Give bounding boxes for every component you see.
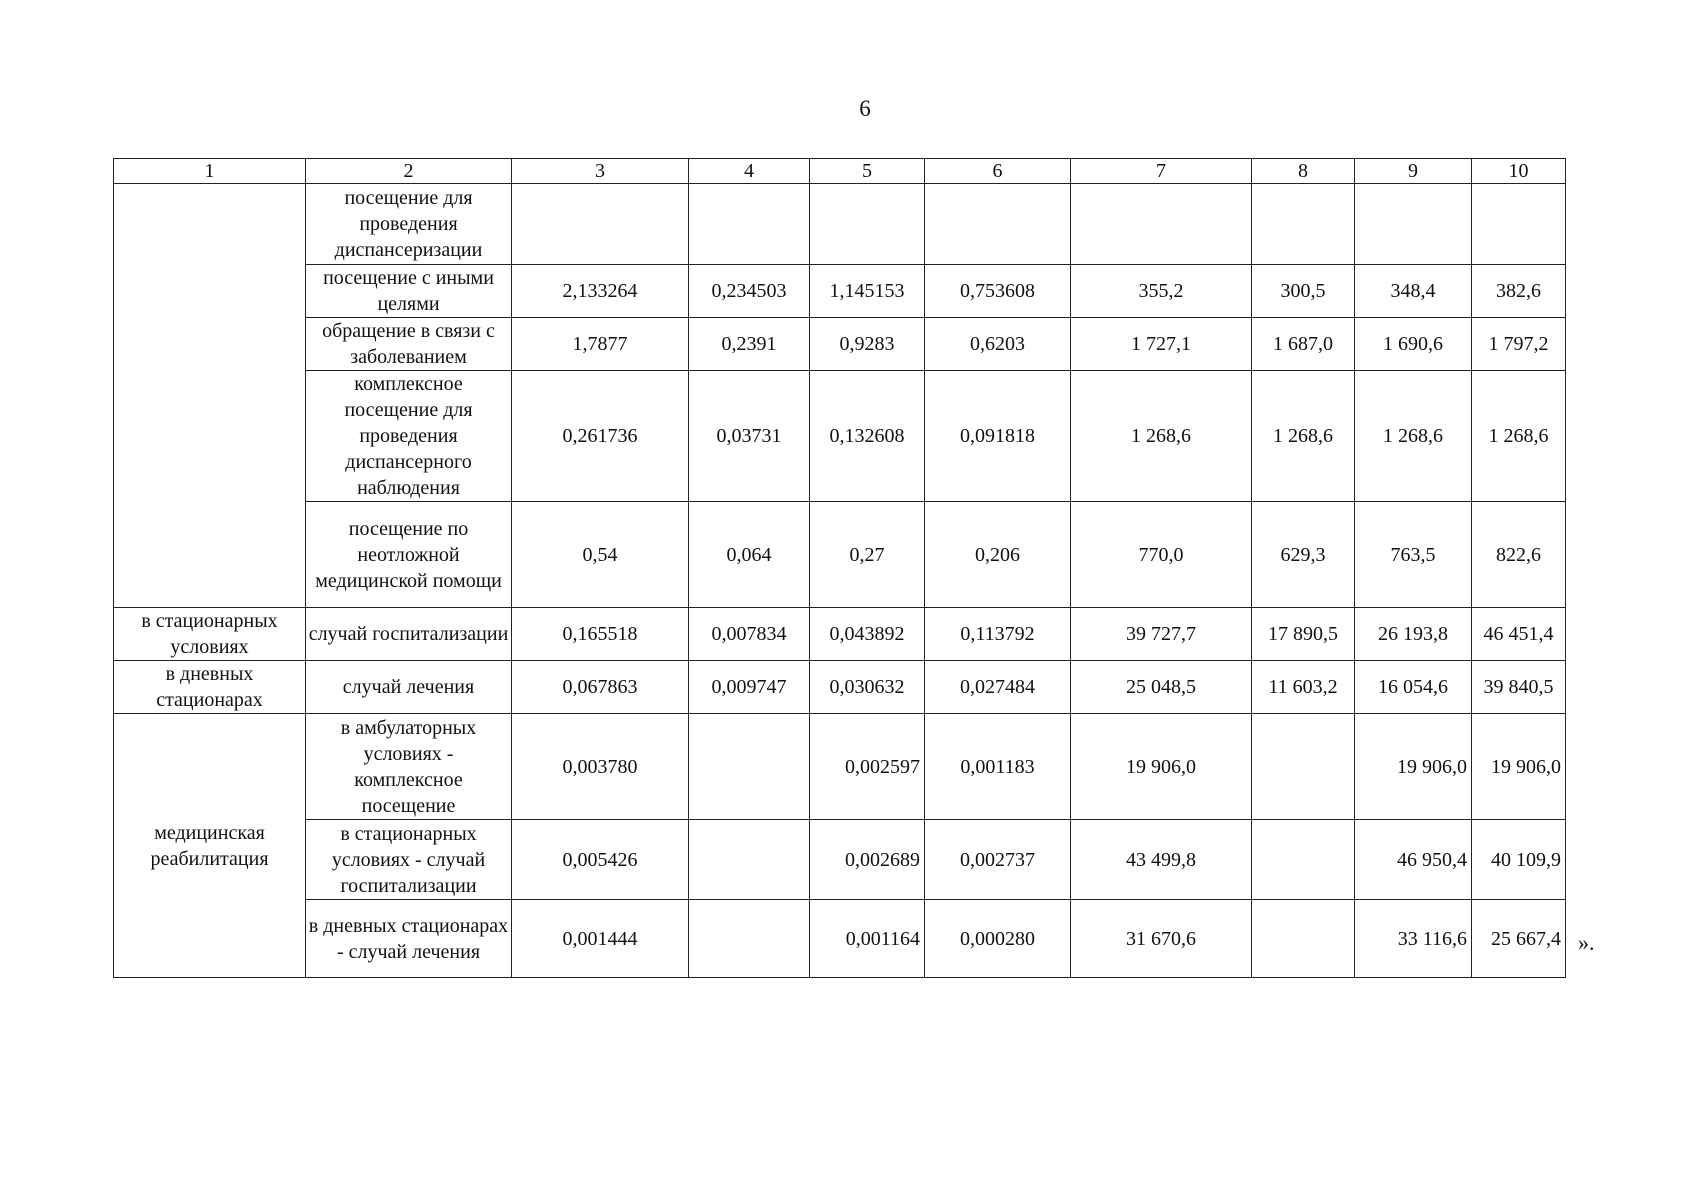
value-cell: 0,000280: [925, 900, 1071, 978]
value-cell: 0,261736: [512, 371, 689, 502]
value-cell: 46 950,4: [1355, 820, 1472, 900]
value-cell: [810, 184, 925, 265]
value-cell: 1 268,6: [1071, 371, 1252, 502]
value-cell: 11 603,2: [1252, 661, 1355, 714]
value-cell: 0,54: [512, 502, 689, 608]
column-header: 2: [306, 159, 512, 184]
value-cell: 0,002689: [810, 820, 925, 900]
value-cell: 26 193,8: [1355, 608, 1472, 661]
value-cell: 1 268,6: [1355, 371, 1472, 502]
data-table: [113, 158, 1566, 978]
value-cell: 0,206: [925, 502, 1071, 608]
value-cell: 0,132608: [810, 371, 925, 502]
value-cell: 0,027484: [925, 661, 1071, 714]
value-cell: 763,5: [1355, 502, 1472, 608]
value-cell: 19 906,0: [1355, 714, 1472, 820]
value-cell: 0,001444: [512, 900, 689, 978]
value-cell: 0,001183: [925, 714, 1071, 820]
value-cell: 0,007834: [689, 608, 810, 661]
value-cell: 0,001164: [810, 900, 925, 978]
value-cell: 1,145153: [810, 265, 925, 318]
value-cell: 382,6: [1472, 265, 1566, 318]
value-cell: 40 109,9: [1472, 820, 1566, 900]
value-cell: 33 116,6: [1355, 900, 1472, 978]
column-header: 4: [689, 159, 810, 184]
care-setting-cell: медицинская реабилитация: [114, 714, 306, 978]
value-cell: [512, 184, 689, 265]
value-cell: 1 268,6: [1472, 371, 1566, 502]
value-cell: 0,091818: [925, 371, 1071, 502]
service-type-cell: посещение по неотложной медицинской помощи: [306, 502, 512, 608]
value-cell: [689, 900, 810, 978]
service-type-cell: посещение для проведения диспансеризации: [306, 184, 512, 265]
value-cell: 1 727,1: [1071, 318, 1252, 371]
value-cell: 770,0: [1071, 502, 1252, 608]
value-cell: 0,002597: [810, 714, 925, 820]
value-cell: 0,067863: [512, 661, 689, 714]
service-type-cell: в стационарных условиях - случай госпитализации: [306, 820, 512, 900]
table-row: [114, 318, 1566, 371]
column-header: 5: [810, 159, 925, 184]
value-cell: 0,009747: [689, 661, 810, 714]
value-cell: 0,234503: [689, 265, 810, 318]
value-cell: [1252, 184, 1355, 265]
value-cell: 2,133264: [512, 265, 689, 318]
value-cell: 0,03731: [689, 371, 810, 502]
closing-quote-mark: ».: [1578, 930, 1595, 955]
value-cell: 43 499,8: [1071, 820, 1252, 900]
table-row: [114, 608, 1566, 661]
value-cell: 0,002737: [925, 820, 1071, 900]
table-row: [114, 900, 1566, 978]
service-type-cell: в амбулаторных условиях - комплексное посещение: [306, 714, 512, 820]
value-cell: 629,3: [1252, 502, 1355, 608]
value-cell: [925, 184, 1071, 265]
value-cell: 16 054,6: [1355, 661, 1472, 714]
care-setting-cell: в стационарных условиях: [114, 608, 306, 661]
value-cell: 0,005426: [512, 820, 689, 900]
value-cell: 0,064: [689, 502, 810, 608]
service-type-cell: случай госпитализации: [306, 608, 512, 661]
value-cell: 0,003780: [512, 714, 689, 820]
table-row: [114, 265, 1566, 318]
value-cell: [1252, 820, 1355, 900]
value-cell: [1252, 900, 1355, 978]
table-row: [114, 714, 1566, 820]
value-cell: 0,753608: [925, 265, 1071, 318]
value-cell: 0,2391: [689, 318, 810, 371]
value-cell: 0,6203: [925, 318, 1071, 371]
value-cell: [689, 714, 810, 820]
column-header: 8: [1252, 159, 1355, 184]
service-type-cell: в дневных стационарах - случай лечения: [306, 900, 512, 978]
column-header: 10: [1472, 159, 1566, 184]
column-header: 3: [512, 159, 689, 184]
table-row: [114, 371, 1566, 502]
table-row: [114, 502, 1566, 608]
page-number: 6: [859, 96, 871, 121]
value-cell: 19 906,0: [1071, 714, 1252, 820]
value-cell: 300,5: [1252, 265, 1355, 318]
value-cell: 0,043892: [810, 608, 925, 661]
column-header: 9: [1355, 159, 1472, 184]
service-type-cell: случай лечения: [306, 661, 512, 714]
value-cell: [1252, 714, 1355, 820]
table-row: [114, 820, 1566, 900]
value-cell: 355,2: [1071, 265, 1252, 318]
value-cell: [689, 820, 810, 900]
value-cell: 1 690,6: [1355, 318, 1472, 371]
value-cell: 822,6: [1472, 502, 1566, 608]
column-header: 1: [114, 159, 306, 184]
value-cell: 1 687,0: [1252, 318, 1355, 371]
service-type-cell: обращение в связи с заболеванием: [306, 318, 512, 371]
value-cell: 1 797,2: [1472, 318, 1566, 371]
value-cell: 25 048,5: [1071, 661, 1252, 714]
value-cell: [1071, 184, 1252, 265]
value-cell: 39 727,7: [1071, 608, 1252, 661]
value-cell: [689, 184, 810, 265]
value-cell: 0,27: [810, 502, 925, 608]
value-cell: 0,030632: [810, 661, 925, 714]
value-cell: 39 840,5: [1472, 661, 1566, 714]
value-cell: 0,165518: [512, 608, 689, 661]
value-cell: 46 451,4: [1472, 608, 1566, 661]
value-cell: 1,7877: [512, 318, 689, 371]
row-group-cell: [114, 184, 306, 608]
value-cell: 0,113792: [925, 608, 1071, 661]
value-cell: 348,4: [1355, 265, 1472, 318]
column-header: 7: [1071, 159, 1252, 184]
table-row: [114, 184, 1566, 265]
table-row: [114, 661, 1566, 714]
care-setting-cell: в дневных стационарах: [114, 661, 306, 714]
value-cell: 31 670,6: [1071, 900, 1252, 978]
value-cell: [1355, 184, 1472, 265]
value-cell: 25 667,4: [1472, 900, 1566, 978]
value-cell: 17 890,5: [1252, 608, 1355, 661]
value-cell: 0,9283: [810, 318, 925, 371]
value-cell: 1 268,6: [1252, 371, 1355, 502]
service-type-cell: комплексное посещение для проведения диспансерного наблюдения: [306, 371, 512, 502]
table-header-row: [114, 159, 1566, 184]
value-cell: 19 906,0: [1472, 714, 1566, 820]
service-type-cell: посещение с иными целями: [306, 265, 512, 318]
column-header: 6: [925, 159, 1071, 184]
value-cell: [1472, 184, 1566, 265]
